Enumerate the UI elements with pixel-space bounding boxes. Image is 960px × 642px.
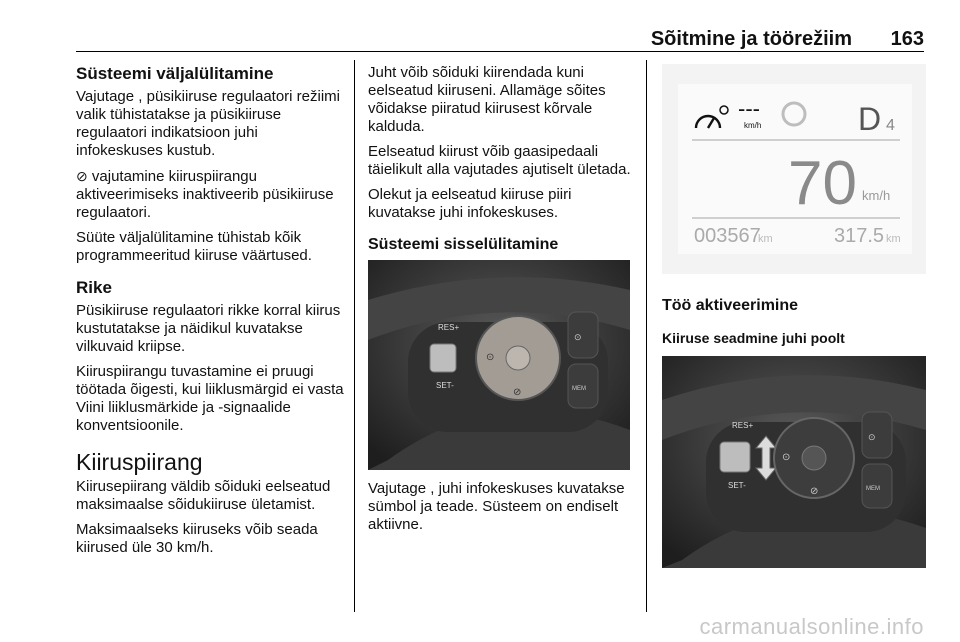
res-label: RES+: [438, 323, 460, 332]
paragraph-override: Eelseatud kiirust võib gaasipedaali täielikult alla vajutades ajutiselt ületada.: [368, 143, 631, 178]
svg-text:⊙: ⊙: [782, 452, 791, 463]
page-header: [76, 28, 924, 52]
driver-info-display: [662, 64, 926, 274]
svg-text:⊙: ⊙: [574, 333, 582, 343]
paragraph-max-speed: Maksimaalseks kiiruseks võib seada kiirused üle 30 km/h.: [76, 521, 318, 556]
svg-text:⊙: ⊙: [486, 352, 495, 363]
heading-activation: Töö aktiveerimine: [662, 297, 799, 314]
heading-speed-limiter: Kiiruspiirang: [76, 449, 203, 475]
paragraph-fault: Püsikiiruse regulaatori rikke korral kiirus kustutatakse ja näidikul kuvatakse vilkuvaid kriipse.: [76, 302, 341, 355]
heading-fault: Rike: [76, 278, 112, 297]
column-1: [76, 64, 344, 564]
steering-wheel-photo: [368, 260, 630, 470]
set-label-2: SET-: [728, 481, 746, 490]
column-2: [368, 64, 634, 541]
paragraph-accelerate: Juht võib sõiduki kiirendada kuni eelseatud kiiruseni. Allamäge sõites võidakse piiratud kiirusest kõrvale kalduda.: [368, 64, 606, 135]
speed-dashes: ---: [738, 96, 760, 121]
mem-label: MEM: [572, 386, 586, 392]
paragraph-limiter-intro: Kiirusepiirang väldib sõiduki eelseatud maksimaalse sõidukiiruse ületamist.: [76, 478, 331, 513]
column-3: [662, 64, 926, 568]
speed-unit: km/h: [862, 188, 891, 203]
paragraph-press-limiter: Vajutage , juhi infokeskuses kuvatakse sümbol ja teade. Süsteem on endiselt aktiivne.: [368, 480, 625, 533]
gear-number: 4: [886, 117, 895, 134]
set-label: SET-: [436, 381, 454, 390]
paragraph-ignition: Süüte väljalülitamine tühistab kõik programmeeritud kiiruse väärtused.: [76, 229, 312, 264]
header-title: Sõitmine ja töörežiim: [650, 28, 852, 50]
current-speed: 70: [788, 149, 857, 218]
heading-switch-off: Süsteemi väljalülitamine: [76, 64, 274, 83]
dash-unit: km/h: [744, 121, 762, 130]
paragraph-cancel: Vajutage , püsikiiruse regulaatori režiimi valik tühistatakse ja püsikiiruse regulaatori indikatsioon juhi infokeskuses kustub.: [76, 88, 341, 159]
mem-label-2: MEM: [866, 486, 880, 492]
watermark: carmanualsonline.info: [699, 614, 924, 639]
odometer-value: 003567: [694, 225, 761, 247]
column-divider-1: [354, 60, 355, 612]
svg-text:⊘: ⊘: [810, 486, 819, 497]
page-number: 163: [890, 28, 924, 50]
res-label-2: RES+: [732, 421, 754, 430]
paragraph-sign-detection: Kiiruspiirangu tuvastamine ei pruugi töötada õigesti, kui liiklusmärgid ei vasta Viini liiklusmärkide ja -signaalide konventsioonile.: [76, 363, 344, 434]
heading-set-speed: Kiiruse seadmine juhi poolt: [662, 330, 845, 346]
limiter-icon: ⊘: [76, 168, 88, 184]
steering-wheel-illustration-2: [662, 356, 926, 568]
gear-indicator: D: [858, 101, 882, 137]
svg-text:⊙: ⊙: [868, 433, 876, 443]
steering-wheel-illustration: [368, 260, 630, 470]
paragraph-status: Olekut ja eelseatud kiiruse piiri kuvatakse juhi infokeskuses.: [368, 186, 572, 221]
column-divider-2: [646, 60, 647, 612]
trip-value: 317.5: [834, 225, 885, 247]
odometer-unit: km: [758, 233, 773, 245]
paragraph-limiter-button: ⊘ vajutamine kiiruspiirangu aktiveerimiseks inaktiveerib püsikiiruse regulaatori.: [76, 168, 334, 221]
svg-text:⊘: ⊘: [513, 387, 522, 398]
steering-wheel-photo-2: [662, 356, 926, 568]
trip-unit: km: [886, 233, 901, 245]
heading-switch-on: Süsteemi sisselülitamine: [368, 236, 559, 253]
cluster-display-illustration: [662, 64, 926, 274]
